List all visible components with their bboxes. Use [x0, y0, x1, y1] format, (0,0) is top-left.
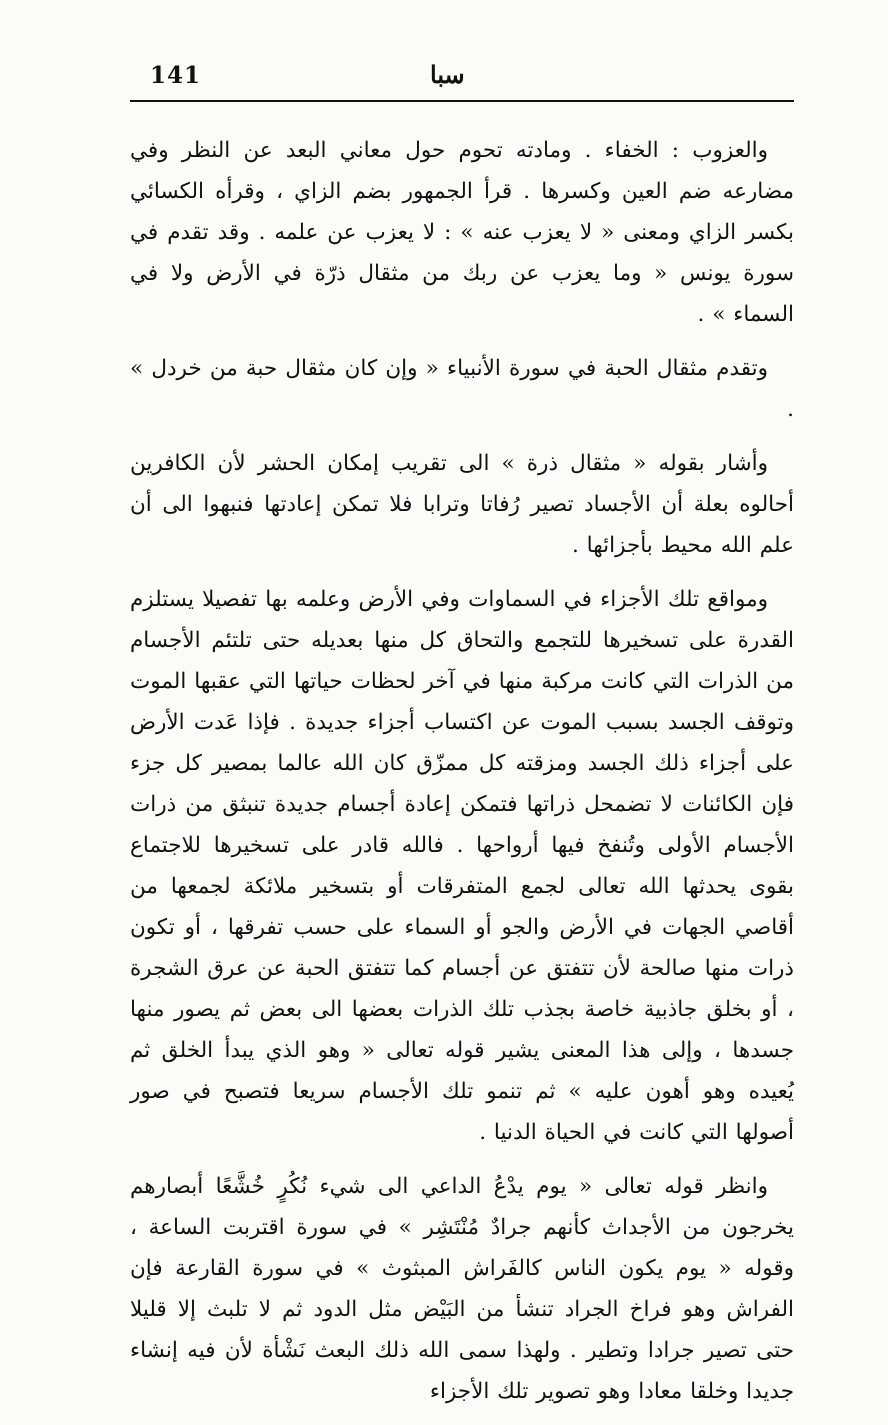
header-divider: [130, 100, 794, 102]
paragraph-2: وتقدم مثقال الحبة في سورة الأنبياء « وإن كان مثقال حبة من خردل » .: [130, 356, 794, 422]
paragraph-1: والعزوب : الخفاء . ومادته تحوم حول معاني البعد عن النظر وفي مضارعه ضم العين وكسرها . قرأ الجمهور بضم الزاي ، وقرأه الكسائي بكسر الزاي ومعنى « لا يعزب عنه » : لا يعزب عن علمه . وقد تقدم في سورة يونس « وما يعزب عن ربك من مثقال ذرّة في الأرض ولا في السماء » .: [130, 138, 794, 327]
paragraph-3: وأشار بقوله « مثقال ذرة » الى تقريب إمكان الحشر لأن الكافرين أحالوه بعلة أن الأجساد تصير رُفاتا وترابا فلا تمكن إعادتها فنبهوا الى أن علم الله محيط بأجزائها .: [130, 451, 794, 558]
running-header-title: سبا: [430, 60, 465, 89]
page-number: 141: [150, 62, 202, 89]
paragraph-4: ومواقع تلك الأجزاء في السماوات وفي الأرض وعلمه بها تفصيلا يستلزم القدرة على تسخيرها للتجمع والتحاق كل منها بعديله حتى تلتئم الأجسام من الذرات التي كانت مركبة منها في آخر لحظات حياتها التي عقبها الموت وتوقف الجسد بسبب الموت عن اكتساب أجزاء جديدة . فإذا عَدت الأرض على أجزاء ذلك الجسد ومزقته كل ممزّق كان الله عالما بمصير كل جزء فإن الكائنات لا تضمحل ذراتها فتمكن إعادة أجسام جديدة تنبثق من ذرات الأجسام الأولى وتُنفخ فيها أرواحها . فالله قادر على تسخيرها للاجتماع بقوى يحدثها الله تعالى لجمع المتفرقات أو بتسخير ملائكة لجمعها من أقاصي الجهات في الأرض والجو أو السماء على حسب تفرقها ، أو تكون ذرات منها صالحة لأن تتفتق عن أجسام كما تتفتق الحبة عن عرق الشجرة ، أو بخلق جاذبية خاصة بجذب تلك الذرات بعضها الى بعض ثم يصور منها جسدها ، وإلى هذا المعنى يشير قوله تعالى « وهو الذي يبدأ الخلق ثم يُعيده وهو أهون عليه » ثم تنمو تلك الأجسام سريعا فتصبح في صور أصولها التي كانت في الحياة الدنيا .: [130, 587, 794, 1145]
page-body: [130, 130, 794, 1425]
paragraph-5: وانظر قوله تعالى « يوم يدْعُ الداعي الى شيء نُكُرٍ خُشَّعًا أبصارهم يخرجون من الأجداث كأنهم جرادٌ مُنْتَشِر » في سورة اقتربت الساعة ، وقوله « يوم يكون الناس كالفَراش المبثوث » في سورة القارعة فإن الفراش وهو فراخ الجراد تنشأ من البَيْض مثل الدود ثم لا تلبث إلا قليلا حتى تصير جرادا وتطير . ولهذا سمى الله ذلك البعث نَشْأة لأن فيه إنشاء جديدا وخلقا معادا وهو تصوير تلك الأجزاء: [130, 1174, 794, 1404]
